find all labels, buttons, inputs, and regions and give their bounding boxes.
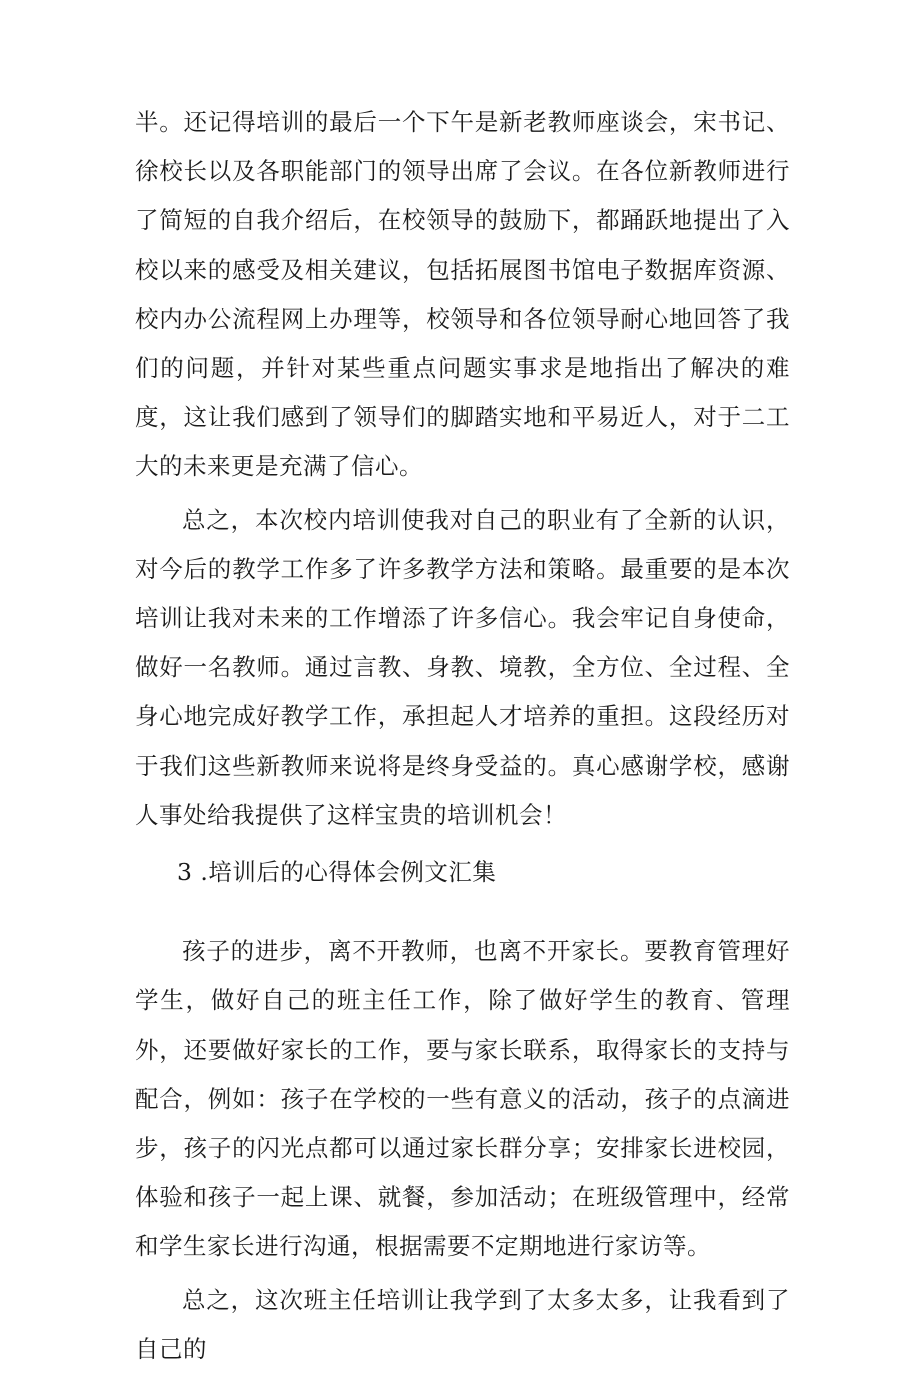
document-body [135,98,790,1374]
paragraph-4: 总之，这次班主任培训让我学到了太多太多，让我看到了自己的 [135,1285,790,1363]
section-heading: 3 .培训后的心得体会例文汇集 [177,858,497,887]
paragraph-2: 总之，本次校内培训使我对自己的职业有了全新的认识，对今后的教学工作多了许多教学方法和策略。最重要的是本次培训让我对未来的工作增添了许多信心。我会牢记自身使命，做好一名教师。通过言教、身教、境教，全方位、全过程、全身心地完成好教学工作，承担起人才培养的重担。这段经历对于我们这些新教师来说将是终身受益的。真心感谢学校，感谢人事处给我提供了这样宝贵的培训机会！ [135,505,790,829]
paragraph-3: 孩子的进步，离不开教师，也离不开家长。要教育管理好学生，做好自己的班主任工作，除了做好学生的教育、管理外，还要做好家长的工作，要与家长联系，取得家长的支持与配合，例如：孩子在学校的一些有意义的活动，孩子的点滴进步，孩子的闪光点都可以通过家长群分享；安排家长进校园，体验和孩子一起上课、就餐，参加活动；在班级管理中，经常和学生家长进行沟通，根据需要不定期地进行家访等。 [135,937,790,1261]
paragraph-1: 半。还记得培训的最后一个下午是新老教师座谈会，宋书记、徐校长以及各职能部门的领导出席了会议。在各位新教师进行了简短的自我介绍后，在校领导的鼓励下，都踊跃地提出了入校以来的感受及相关建议，包括拓展图书馆电子数据库资源、校内办公流程网上办理等，校领导和各位领导耐心地回答了我们的问题，并针对某些重点问题实事求是地指出了解决的难度，这让我们感到了领导们的脚踏实地和平易近人，对于二工大的未来更是充满了信心。 [135,108,790,481]
